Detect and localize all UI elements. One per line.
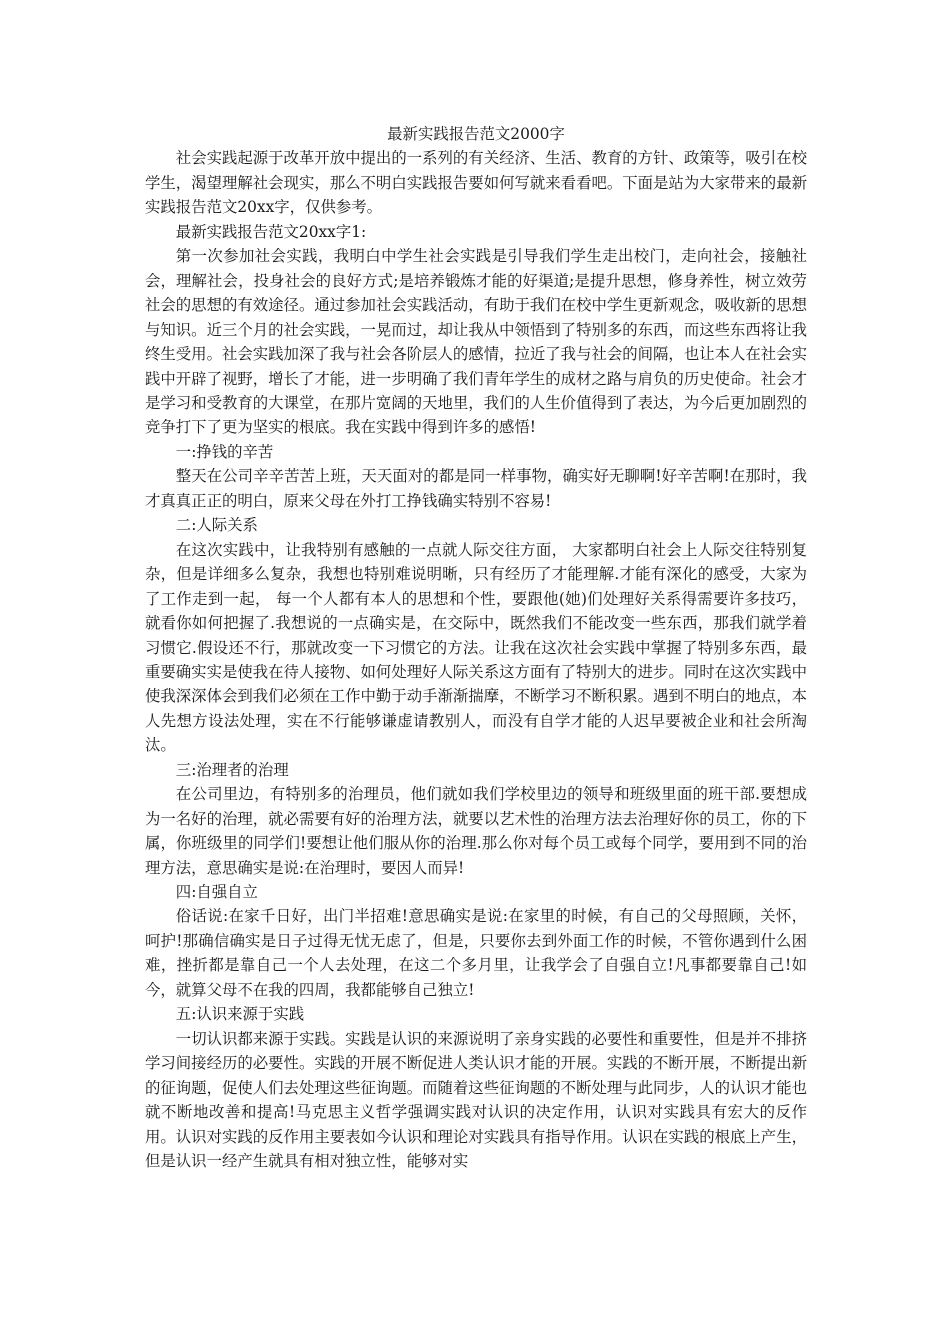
- body-paragraph: 在公司里边，有特别多的治理员，他们就如我们学校里边的领导和班级里面的班干部.要想成为一名好的治理，就必需要有好的治理方法，就要以艺术性的治理方法去治理好你的员工，你的下属，你班级里的同学们!要想让他们服从你的治理.那么你对每个员工或每个同学，要用到不同的治理方法，意思确实是说:在治理时，要因人而异!: [145, 785, 807, 877]
- body-paragraph: 在这次实践中，让我特别有感触的一点就人际交往方面， 大家都明白社会上人际交往特别复杂，但是详细多么复杂，我想也特别难说明晰，只有经历了才能理解.才能有深化的感受，大家为了工作走到一起， 每一个人都有本人的思想和个性，要跟他(她)们处理好关系得需要许多技巧，就看你如何把握了.我想说的一点确实是，在交际中，既然我们不能改变一些东西，那我们就学着习惯它.假设还不行，那就改变一下习惯它的方法。让我在这次社会实践中掌握了特别多东西，最重要确实实是使我在待人接物、如何处理好人际关系这方面有了特别大的进步。同时在这次实践中使我深深体会到我们必须在工作中勤于动手渐渐揣摩，不断学习不断积累。遇到不明白的地点，本人先想方设法处理，实在不行能够谦虚请教别人，而没有自学才能的人迟早要被企业和社会所淘汰。: [145, 540, 807, 755]
- document-title: 最新实践报告范文2000字: [387, 125, 565, 143]
- document-page: [145, 122, 807, 1173]
- document-body: [145, 146, 807, 1173]
- body-paragraph: 整天在公司辛辛苦苦上班，天天面对的都是同一样事物，确实好无聊啊!好辛苦啊!在那时，我才真真正正的明白，原来父母在外打工挣钱确实特别不容易!: [145, 467, 807, 510]
- body-paragraph: 一切认识都来源于实践。实践是认识的来源说明了亲身实践的必要性和重要性，但是并不排挤学习间接经历的必要性。实践的开展不断促进人类认识才能的开展。实践的不断开展，不断提出新的征询题，促使人们去处理这些征询题。而随着这些征询题的不断处理与此同步，人的认识才能也就不断地改善和提高!马克思主义哲学强调实践对认识的决定作用，认识对实践具有宏大的反作用。认识对实践的反作用主要表如今认识和理论对实践具有指导作用。认识在实践的根底上产生，但是认识一经产生就具有相对独立性，能够对实: [145, 1029, 807, 1171]
- section-heading: 一:挣钱的辛苦: [175, 442, 274, 461]
- body-paragraph: 第一次参加社会实践，我明白中学生社会实践是引导我们学生走出校门，走向社会，接触社会，理解社会，投身社会的良好方式;是培养锻炼才能的好渠道;是提升思想，修身养性，树立效劳社会的思想的有效途径。通过参加社会实践活动，有助于我们在校中学生更新观念，吸收新的思想与知识。近三个月的社会实践，一晃而过，却让我从中领悟到了特别多的东西，而这些东西将让我终生受用。社会实践加深了我与社会各阶层人的感情，拉近了我与社会的间隔，也让本人在社会实践中开辟了视野，增长了才能，进一步明确了我们青年学生的成材之路与肩负的历史使命。社会才是学习和受教育的大课堂，在那片宽阔的天地里，我们的人生价值得到了表达，为今后更加剧烈的竞争打下了更为坚实的根底。我在实践中得到许多的感悟!: [145, 247, 807, 437]
- section-heading: 三:治理者的治理: [175, 760, 289, 779]
- section-heading: 最新实践报告范文20xx字1:: [175, 222, 367, 241]
- section-heading: 二:人际关系: [175, 516, 258, 535]
- body-paragraph: 俗话说:在家千日好，出门半招难!意思确实是说:在家里的时候，有自己的父母照顾，关怀，呵护!那确信确实是日子过得无忧无虑了，但是，只要你去到外面工作的时候，不管你遇到什么困难，挫折都是靠自己一个人去处理，在这二个多月里，让我学会了自强自立!凡事都要靠自己!如今，就算父母不在我的四周，我都能够自己独立!: [145, 907, 807, 999]
- section-heading: 五:认识来源于实践: [175, 1005, 305, 1024]
- section-heading: 四:自强自立: [175, 883, 258, 902]
- body-paragraph: 社会实践起源于改革开放中提出的一系列的有关经济、生活、教育的方针、政策等，吸引在校学生，渴望理解社会现实，那么不明白实践报告要如何写就来看看吧。下面是站为大家带来的最新实践报告范文20xx字，仅供参考。: [145, 149, 807, 217]
